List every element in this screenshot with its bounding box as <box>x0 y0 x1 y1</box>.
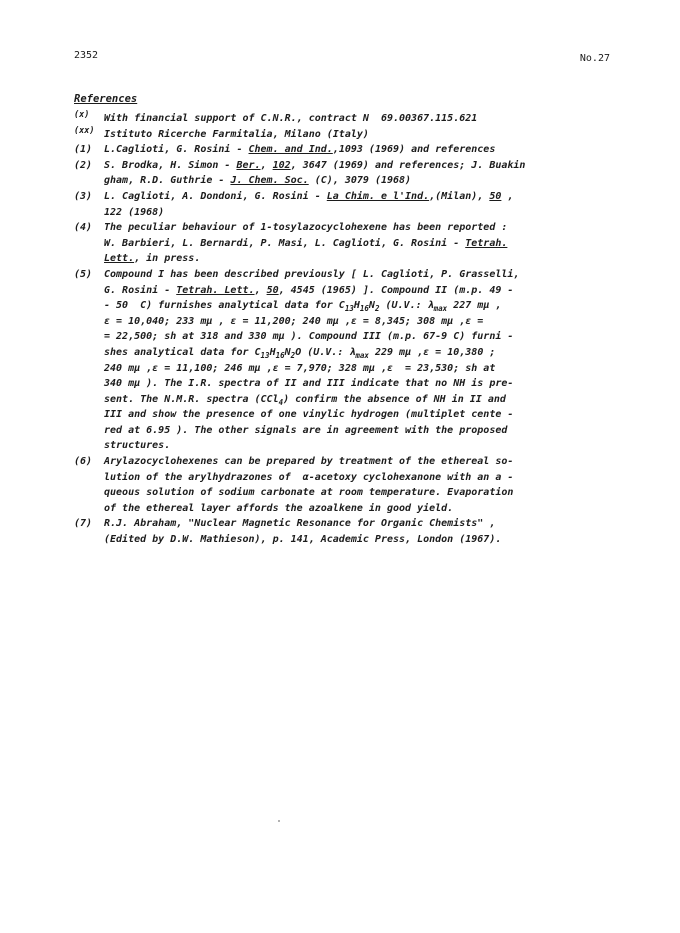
underlined-citation: La Chim. e l'Ind. <box>326 190 430 202</box>
reference-6 <box>74 454 614 516</box>
reference-text <box>104 160 525 187</box>
journal-number: No.27 <box>579 53 610 64</box>
footnote-text: With financial support of C.N.R., contract N 69.00367.115.621 <box>104 113 478 124</box>
footnote-x <box>74 111 614 127</box>
reference-number: (1) <box>74 144 93 156</box>
text-run: H <box>269 346 276 358</box>
reference-text <box>104 144 495 155</box>
underlined-citation: Tetrah. Lett. <box>104 237 508 265</box>
page-number: 2352 <box>74 50 99 61</box>
reference-number: (2) <box>74 159 93 171</box>
footnote-mark: (xx) <box>74 125 95 136</box>
text-run: H <box>353 300 360 312</box>
references-list <box>74 111 614 548</box>
text-run: , 3647 (1969) and references; J. Buakin gham, R.D. Guthrie - <box>104 159 526 187</box>
scan-speck <box>278 820 280 822</box>
text-run: ,(Milan), <box>429 190 490 202</box>
subscript: 16 <box>275 350 285 360</box>
text-run: , <box>254 284 267 296</box>
text-run: , in press. <box>134 253 201 265</box>
reference-text <box>104 191 513 218</box>
reference-text <box>104 222 507 264</box>
text-run: S. Brodka, H. Simon - <box>104 159 237 171</box>
subscript: 2 <box>290 350 296 360</box>
text-run: N <box>284 346 291 358</box>
text-run: (U.V.: λ <box>379 300 434 312</box>
reference-text <box>104 456 513 514</box>
text-run: , 122 (1968) <box>104 190 514 218</box>
reference-7 <box>74 516 614 547</box>
subscript: 16 <box>359 304 369 314</box>
underlined-citation: J. Chem. Soc. <box>230 175 309 187</box>
text-run: N <box>368 300 375 312</box>
text-run: O (U.V.: λ <box>295 346 356 358</box>
reference-3 <box>74 189 614 220</box>
text-run: ,1093 (1969) and references <box>332 144 496 156</box>
text-run: 229 mμ ,ε = 10,380 ; 240 mμ ,ε = 11,100; 246 mμ ,ε = 7,970; 328 mμ ,ε = 23,530; sh at 340 mμ ). The I.R. spectra of II and III indicate that no NH is pre- sent. The N.M.R. spectra (CCl <box>104 346 514 405</box>
text-run: The peculiar behaviour of 1-tosylazocyclohexene has been reported : W. Barbieri, L. Bernardi, P. Masi, L. Caglioti, G. Rosini - <box>104 222 508 249</box>
references-heading: References <box>74 93 138 105</box>
subscript: max <box>355 350 369 360</box>
reference-2 <box>74 158 614 189</box>
reference-number: (6) <box>74 456 93 468</box>
reference-5 <box>74 267 614 454</box>
text-run: ) confirm the absence of NH in II and III and show the presence of one vinylic hydrogen (multiplet cente - red at 6.95 ). The other signals are in agreement with the proposed structures. <box>104 393 514 452</box>
underlined-citation: 102 <box>272 159 291 171</box>
text-run: L.Caglioti, G. Rosini - <box>104 144 249 156</box>
reference-1 <box>74 142 614 158</box>
reference-text <box>104 518 501 545</box>
subscript: 2 <box>374 304 380 314</box>
footnote-xx <box>74 127 614 143</box>
underlined-citation: Ber. <box>236 159 261 171</box>
text-run: L. Caglioti, A. Dondoni, G. Rosini - <box>104 190 327 202</box>
subscript: max <box>433 304 448 314</box>
reference-number: (5) <box>74 268 93 280</box>
text-run: , <box>260 159 273 171</box>
text-run: , 4545 (1965) ]. Compound II (m.p. 49 - - 50 C) furnishes analytical data for C <box>104 284 514 312</box>
underlined-citation: Tetrah. Lett. <box>176 284 255 296</box>
text-run: (C), 3079 (1968) <box>308 175 412 187</box>
footnote-mark: (x) <box>74 110 90 120</box>
footnote-text: Istituto Ricerche Farmitalia, Milano (Italy) <box>104 128 369 140</box>
text-run: R.J. Abraham, "Nuclear Magnetic Resonance for Organic Chemists" , (Edited by D.W. Mathieson), p. 141, Academic Press, London (1967). <box>104 518 502 546</box>
text-run: Compound I has been described previously [ L. Caglioti, P. Grasselli, G. Rosini - <box>104 268 520 296</box>
subscript: 4 <box>278 397 284 407</box>
text-run: Arylazocyclohexenes can be prepared by treatment of the ethereal so- lution of the arylhydrazones of α-acetoxy cyclohexanone with an a - queous solution of sodium carbonate at room temperature. Evaporation of the ethereal layer affords the azoalkene in good yield. <box>104 456 514 514</box>
reference-number: (7) <box>74 518 93 530</box>
reference-4 <box>74 220 614 267</box>
text-run: 227 mμ , ε = 10,040; 233 mμ , ε = 11,200; 240 mμ ,ε = 8,345; 308 mμ ,ε = = 22,500; sh at 318 and 330 mμ ). Compound III (m.p. 67-9 C) furni - shes analytical data for C <box>104 300 514 358</box>
subscript: 13 <box>344 304 354 314</box>
underlined-citation: 50 <box>266 284 279 296</box>
reference-text <box>104 269 519 452</box>
subscript: 13 <box>260 350 270 360</box>
reference-number: (4) <box>74 222 93 234</box>
underlined-citation: 50 <box>489 190 502 202</box>
underlined-citation: Chem. and Ind. <box>248 144 333 156</box>
reference-number: (3) <box>74 190 93 202</box>
